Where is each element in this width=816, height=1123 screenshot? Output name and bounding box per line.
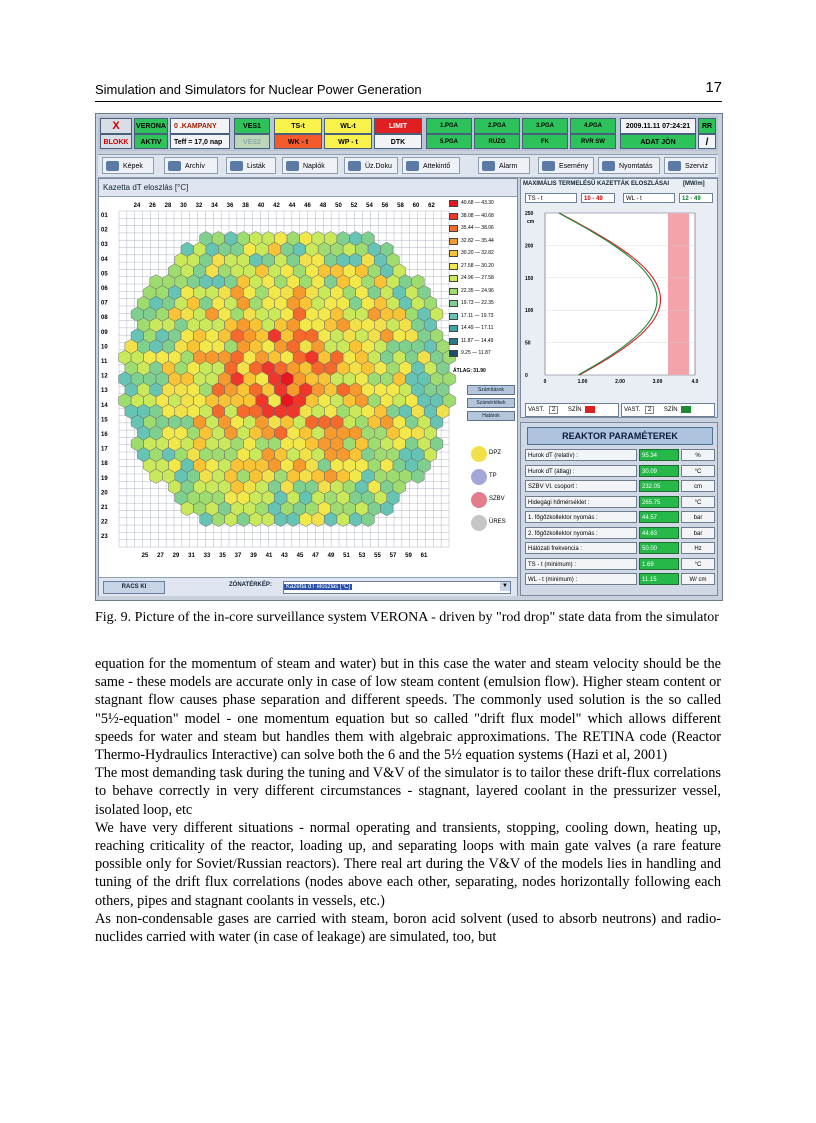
figure-caption: Fig. 9. Picture of the in-core surveillance system VERONA - driven by "rod drop" state data from the simulator: [95, 610, 719, 625]
legend-range: 27.58 — 30.20: [461, 262, 494, 269]
params-title: REAKTOR PARAMÉTEREK: [527, 427, 713, 445]
verona-screenshot: [95, 113, 723, 601]
legend-item: [449, 249, 519, 258]
alarm-label: Alarm: [499, 163, 518, 170]
column-label: 53: [358, 553, 366, 559]
szamertekek-button[interactable]: Számértékek: [467, 398, 515, 408]
row-label: 22: [101, 519, 108, 526]
adat-jon-indicator[interactable]: ADAT JÖN: [620, 134, 696, 149]
column-label: 30: [180, 203, 187, 209]
column-label: 31: [188, 553, 195, 559]
pga4-indicator[interactable]: 4.PGA: [570, 118, 616, 134]
rvr-sw-indicator[interactable]: RVR SW: [570, 134, 616, 149]
param-row: [525, 465, 715, 477]
average-label: ÁTLAG: 31.90: [453, 368, 486, 374]
param-label: SZBV VI. csoport :: [525, 480, 637, 492]
y-tick-label: 150: [525, 275, 534, 282]
param-value: 44.57: [639, 511, 679, 523]
y-tick-label: 250: [525, 211, 534, 217]
param-label: 1. főgőzkollektor nyomás :: [525, 511, 637, 523]
param-value: 265.75: [639, 496, 679, 508]
x-tick-label: 0: [543, 379, 547, 385]
legend-range: 24.96 — 27.58: [461, 275, 494, 281]
y-tick-label: 200: [525, 243, 534, 250]
y-tick-label: 50: [525, 340, 531, 347]
ruzg-indicator[interactable]: RUZG: [474, 134, 520, 149]
column-label: 59: [405, 553, 412, 559]
row-label: 14: [101, 402, 108, 409]
archiv-label: Archív: [185, 163, 205, 170]
legend-item: [449, 337, 519, 346]
wl-range: 12 - 49: [679, 193, 713, 203]
ves2-indicator[interactable]: VES2: [234, 134, 270, 149]
row-label: 02: [101, 227, 108, 234]
legend-swatch: [449, 350, 458, 357]
esemeny-button[interactable]: [538, 157, 594, 174]
paragraph-2: The most demanding task during the tuning and V&V of the simulator is to tailor these drift-flux correlations to behave correctly in very different circumstances - stagnant, layered coolant in the pressurizer vessel, isolated loop, etc: [95, 765, 721, 818]
row-label: 16: [101, 432, 108, 438]
vast1-label: VAST.: [528, 407, 545, 413]
fk-indicator[interactable]: FK: [522, 134, 568, 149]
wp-t-indicator[interactable]: WP - t: [324, 134, 372, 149]
kampany-display: 0 .KAMPANY: [170, 118, 230, 134]
column-label: 36: [226, 203, 234, 209]
param-unit: W/ cm: [681, 573, 715, 585]
param-value: 95.34: [639, 449, 679, 461]
legend-swatch: [449, 213, 458, 220]
column-label: 60: [412, 203, 420, 209]
param-row: [525, 449, 715, 461]
images-icon: [106, 161, 119, 171]
legend-item: [449, 199, 519, 208]
rr-indicator[interactable]: RR: [698, 118, 716, 134]
dpz-swatch: [471, 446, 487, 462]
archive-icon: [168, 161, 181, 171]
datetime-display: 2009.11.11 07:24:21: [620, 118, 696, 134]
legend-swatch: [449, 325, 458, 332]
row-label: 09: [101, 329, 108, 336]
legend-swatch: [449, 225, 458, 232]
legend-swatch: [449, 313, 458, 320]
nyomtatas-label: Nyomtatás: [619, 163, 653, 170]
overview-icon: [406, 161, 419, 171]
ures-label: ÜRES: [489, 519, 506, 525]
row-label: 21: [101, 505, 108, 511]
axial-profile-chart: [523, 207, 717, 399]
param-row: [525, 542, 715, 554]
row-label: 17: [101, 446, 108, 453]
legend-swatch: [449, 250, 458, 257]
row-label: 03: [101, 242, 108, 249]
param-row: [525, 511, 715, 523]
row-label: 13: [101, 388, 108, 395]
naplok-label: Naplók: [303, 163, 325, 170]
log-icon: [286, 161, 299, 171]
paragraph-3: We have very different situations - normal operating and transients, stopping, cooling down, heating up, reaching criticality of the reactor, loading up, and separating loops with main gate valves (a rare feature possible only for Soviet/Russian reactors). There real art during the V&V of the models lies in handling and tuning of the drift flux correlations (nodes above each other, separating, nodes horizontally following each others, pipes and stagnant coolants in vessels, etc.): [95, 819, 721, 909]
row-label: 15: [101, 417, 108, 424]
map-title: Kazetta dT eloszlás [°C]: [99, 179, 517, 197]
listak-label: Listák: [247, 163, 266, 170]
ts-range: 10 - 49: [581, 193, 615, 203]
ts-select[interactable]: TS - t: [525, 193, 577, 203]
param-unit: °C: [681, 558, 715, 570]
param-value: 30.09: [639, 465, 679, 477]
service-icon: [668, 161, 681, 171]
row-label: 18: [101, 461, 108, 468]
row-label: 04: [101, 256, 108, 263]
column-label: 48: [319, 203, 327, 209]
pga2-indicator[interactable]: 2.PGA: [474, 118, 520, 134]
param-row: [525, 573, 715, 585]
y-tick-label: 100: [525, 308, 534, 315]
aktiv-indicator[interactable]: AKTIV: [134, 134, 168, 149]
legend-range: 30.20 — 32.82: [461, 250, 494, 256]
column-label: 55: [374, 553, 381, 559]
legend-item: [449, 224, 519, 233]
list-icon: [230, 161, 243, 171]
szin1-label: SZÍN: [567, 407, 582, 413]
param-row: [525, 480, 715, 492]
param-label: Hálózati frekvencia :: [525, 542, 637, 554]
column-label: 49: [327, 553, 335, 559]
tp-swatch: [471, 469, 487, 485]
body-text: [95, 655, 721, 946]
dpz-label: DPZ: [489, 450, 501, 456]
param-value: 11.15: [639, 573, 679, 585]
column-label: 62: [428, 203, 435, 209]
column-label: 40: [257, 203, 265, 209]
column-label: 32: [195, 203, 203, 209]
attekinto-label: Attekintő: [423, 163, 451, 170]
dpz-option[interactable]: [471, 444, 517, 464]
column-label: 47: [312, 553, 319, 559]
zonaterkep-label: ZÓNATÉRKÉP:: [229, 582, 272, 588]
param-unit: %: [681, 449, 715, 461]
legend-item: [449, 237, 519, 246]
ures-option[interactable]: [471, 513, 517, 533]
y-unit-label: cm: [527, 219, 535, 225]
ves1-indicator[interactable]: VES1: [234, 118, 270, 134]
szbv-label: SZBV: [489, 496, 505, 502]
column-label: 42: [273, 203, 280, 209]
archiv-button[interactable]: [164, 157, 218, 174]
column-label: 39: [250, 553, 257, 559]
uz-doku-label: Üz.Doku: [365, 163, 392, 170]
column-label: 54: [366, 203, 373, 209]
param-row: [525, 558, 715, 570]
vast2-label: VAST.: [624, 407, 641, 413]
tp-option[interactable]: [471, 467, 517, 487]
kepek-button[interactable]: [102, 157, 154, 174]
row-label: 05: [101, 271, 108, 278]
column-label: 27: [157, 553, 164, 559]
param-unit: bar: [681, 511, 715, 523]
legend-range: 9.25 — 11.87: [461, 350, 491, 356]
pga3-indicator[interactable]: 3.PGA: [522, 118, 568, 134]
szerviz-label: Szerviz: [685, 163, 708, 170]
kepek-label: Képek: [123, 163, 143, 170]
line1-color-swatch[interactable]: [585, 406, 595, 413]
legend-item: [449, 287, 519, 296]
row-label: 10: [101, 344, 108, 351]
legend-swatch: [449, 288, 458, 295]
param-unit: bar: [681, 527, 715, 539]
pga1-indicator[interactable]: 1.PGA: [426, 118, 472, 134]
legend-range: 40.68 — 43.30: [461, 200, 494, 206]
racs-ki-button[interactable]: RACS KI: [103, 581, 165, 594]
column-label: 38: [242, 203, 249, 209]
param-value: 44.63: [639, 527, 679, 539]
column-label: 58: [397, 203, 404, 209]
column-label: 24: [133, 203, 141, 209]
x-indicator[interactable]: X: [100, 118, 132, 134]
line2-settings[interactable]: [621, 403, 715, 417]
attekinto-button[interactable]: [402, 157, 460, 174]
zonaterkep-select[interactable]: [283, 581, 511, 594]
legend-range: 35.44 — 38.06: [461, 225, 494, 231]
legend-range: 19.73 — 22.35: [461, 300, 494, 306]
param-unit: °C: [681, 465, 715, 477]
x-tick-label: 2.00: [615, 379, 625, 385]
legend-range: 38.08 — 40.68: [461, 212, 494, 219]
legend-item: [449, 262, 519, 271]
printer-icon: [602, 161, 615, 171]
legend-range: 14.49 — 17.11: [461, 325, 494, 331]
column-label: 29: [172, 553, 180, 559]
dtk-indicator[interactable]: DTK: [374, 134, 422, 149]
esemeny-label: Esemény: [559, 163, 589, 170]
param-value: 1.69: [639, 558, 679, 570]
y-tick-label: 0: [525, 373, 528, 379]
hatarok-button[interactable]: Határok: [467, 411, 515, 421]
row-label: 11: [101, 359, 108, 365]
param-unit: °C: [681, 496, 715, 508]
param-row: [525, 527, 715, 539]
column-label: 34: [211, 203, 218, 209]
line2-color-swatch[interactable]: [681, 406, 691, 413]
param-label: Hidegági hőmérséklet :: [525, 496, 637, 508]
row-label: 23: [101, 534, 108, 541]
zonaterkep-value: Kazetta dT eloszlás [°C]: [286, 584, 350, 590]
listak-button[interactable]: [226, 157, 276, 174]
vast1-value[interactable]: 2: [549, 406, 558, 414]
line1-settings[interactable]: [525, 403, 619, 417]
legend-item: [449, 349, 519, 358]
status-bar: [98, 116, 718, 151]
column-label: 35: [219, 553, 226, 559]
verona-indicator[interactable]: VERONA: [134, 118, 168, 134]
legend-swatch: [449, 200, 458, 207]
column-label: 25: [141, 553, 149, 559]
column-label: 43: [281, 553, 288, 559]
szamitasok-button[interactable]: Számítások: [467, 385, 515, 395]
limit-indicator[interactable]: LIMIT: [374, 118, 422, 134]
blokk-indicator[interactable]: BLOKK: [100, 134, 132, 149]
running-head: [95, 79, 722, 102]
szbv-swatch: [471, 492, 487, 508]
teff-display: Teff = 17,0 nap: [170, 134, 230, 149]
document-icon: [348, 161, 361, 171]
legend-range: 11.87 — 14.49: [461, 337, 494, 344]
row-label: 12: [101, 373, 108, 380]
column-label: 46: [304, 203, 311, 209]
alarm-button[interactable]: [478, 157, 530, 174]
wk-t-indicator[interactable]: WK - t: [274, 134, 322, 149]
uz-doku-button[interactable]: [344, 157, 398, 174]
szbv-option[interactable]: [471, 490, 517, 510]
toolbar: [98, 154, 718, 178]
param-value: 232.05: [639, 480, 679, 492]
ures-swatch: [471, 515, 487, 531]
profile-title: MAXIMÁLIS TERMELÉSŰ KAZETTÁK ELOSZLÁSAI: [523, 181, 669, 187]
chevron-down-icon: ▼: [500, 582, 510, 591]
slash-button[interactable]: /: [698, 134, 716, 149]
nyomtatas-button[interactable]: [598, 157, 660, 174]
page-number: 17: [705, 79, 722, 96]
param-unit: Hz: [681, 542, 715, 554]
legend-range: 32.82 — 35.44: [461, 237, 494, 244]
row-label: 01: [101, 213, 108, 219]
running-title: Simulation and Simulators for Nuclear Power Generation: [95, 82, 422, 97]
param-label: TS - t (minimum) :: [525, 558, 637, 570]
ts-t-indicator[interactable]: TS-t: [274, 118, 322, 134]
x-tick-label: 3.00: [652, 379, 663, 385]
legend-swatch: [449, 238, 458, 245]
legend-item: [449, 212, 519, 221]
column-label: 50: [335, 203, 342, 209]
column-label: 61: [420, 553, 428, 559]
column-label: 51: [343, 553, 350, 559]
pga5-indicator[interactable]: 5.PGA: [426, 134, 472, 149]
row-label: 08: [101, 315, 108, 322]
column-label: 37: [234, 553, 242, 559]
param-label: Hurok dT (átlag) :: [525, 465, 637, 477]
paragraph-1: equation for the momentum of steam and water) but in this case the water and steam velocity should be the same - these models are accurate only in case of low steam content (emulsion flow). Higher steam content or stagnant flow causes phase separation and different speeds. The commonly used solution is the so called "5½-equation" model - one momentum equation but so called "drift flux model" which allows different speeds for water and steam but handles them with algebraic approximations. The RETINA code (Reactor Thermo-Hydraulics Interactive) can solve both the 6 and the 5½ equation systems (Hazi et al, 2001): [95, 656, 721, 764]
param-row: [525, 496, 715, 508]
naplok-button[interactable]: [282, 157, 338, 174]
param-value: 50.00: [639, 542, 679, 554]
column-label: 33: [203, 553, 211, 559]
param-label: WL - t (minimum) :: [525, 573, 637, 585]
limit-band: [668, 213, 689, 375]
vast2-value[interactable]: 2: [645, 406, 654, 414]
column-label: 44: [288, 203, 296, 209]
core-map-panel: [98, 178, 518, 596]
row-label: 06: [101, 286, 108, 292]
x-tick-label: 4.0: [691, 379, 699, 385]
profile-unit: [MW/m]: [683, 181, 705, 187]
legend-swatch: [449, 275, 458, 282]
axial-profile-panel: [520, 178, 718, 418]
reactor-parameters-panel: [520, 422, 718, 596]
column-label: 26: [149, 203, 156, 209]
column-label: 52: [350, 203, 358, 209]
alarm-icon: [482, 161, 495, 171]
legend-range: 17.11 — 19.73: [461, 312, 494, 319]
column-label: 57: [389, 553, 397, 559]
wl-select[interactable]: WL - t: [623, 193, 675, 203]
param-unit: cm: [681, 480, 715, 492]
wl-t-indicator[interactable]: WL-t: [324, 118, 372, 134]
x-tick-label: 1.00: [577, 379, 588, 385]
legend-swatch: [449, 263, 458, 270]
szerviz-button[interactable]: [664, 157, 716, 174]
event-icon: [542, 161, 555, 171]
legend-range: 22.35 — 24.96: [461, 287, 494, 294]
legend-item: [449, 312, 519, 321]
param-label: Hurok dT (relatív) :: [525, 449, 637, 461]
row-label: 19: [101, 475, 108, 482]
column-label: 45: [296, 553, 304, 559]
legend-swatch: [449, 338, 458, 345]
column-label: 28: [164, 203, 172, 209]
szin2-label: SZÍN: [663, 407, 678, 413]
paragraph-4: As non-condensable gases are carried with steam, boron acid solvent (used to absorb neutrons) and radio-nuclides carried with water (in case of leakage) are simulated, too, but: [95, 910, 721, 946]
row-label: 07: [101, 300, 108, 307]
legend-item: [449, 274, 519, 283]
legend-item: [449, 324, 519, 333]
column-label: 41: [265, 553, 273, 559]
column-label: 56: [381, 203, 389, 209]
map-footer: [99, 577, 517, 596]
legend-swatch: [449, 300, 458, 307]
row-label: 20: [101, 490, 108, 497]
legend-item: [449, 299, 519, 308]
tp-label: TP: [489, 473, 497, 479]
param-label: 2. főgőzkollektor nyomás :: [525, 527, 637, 539]
